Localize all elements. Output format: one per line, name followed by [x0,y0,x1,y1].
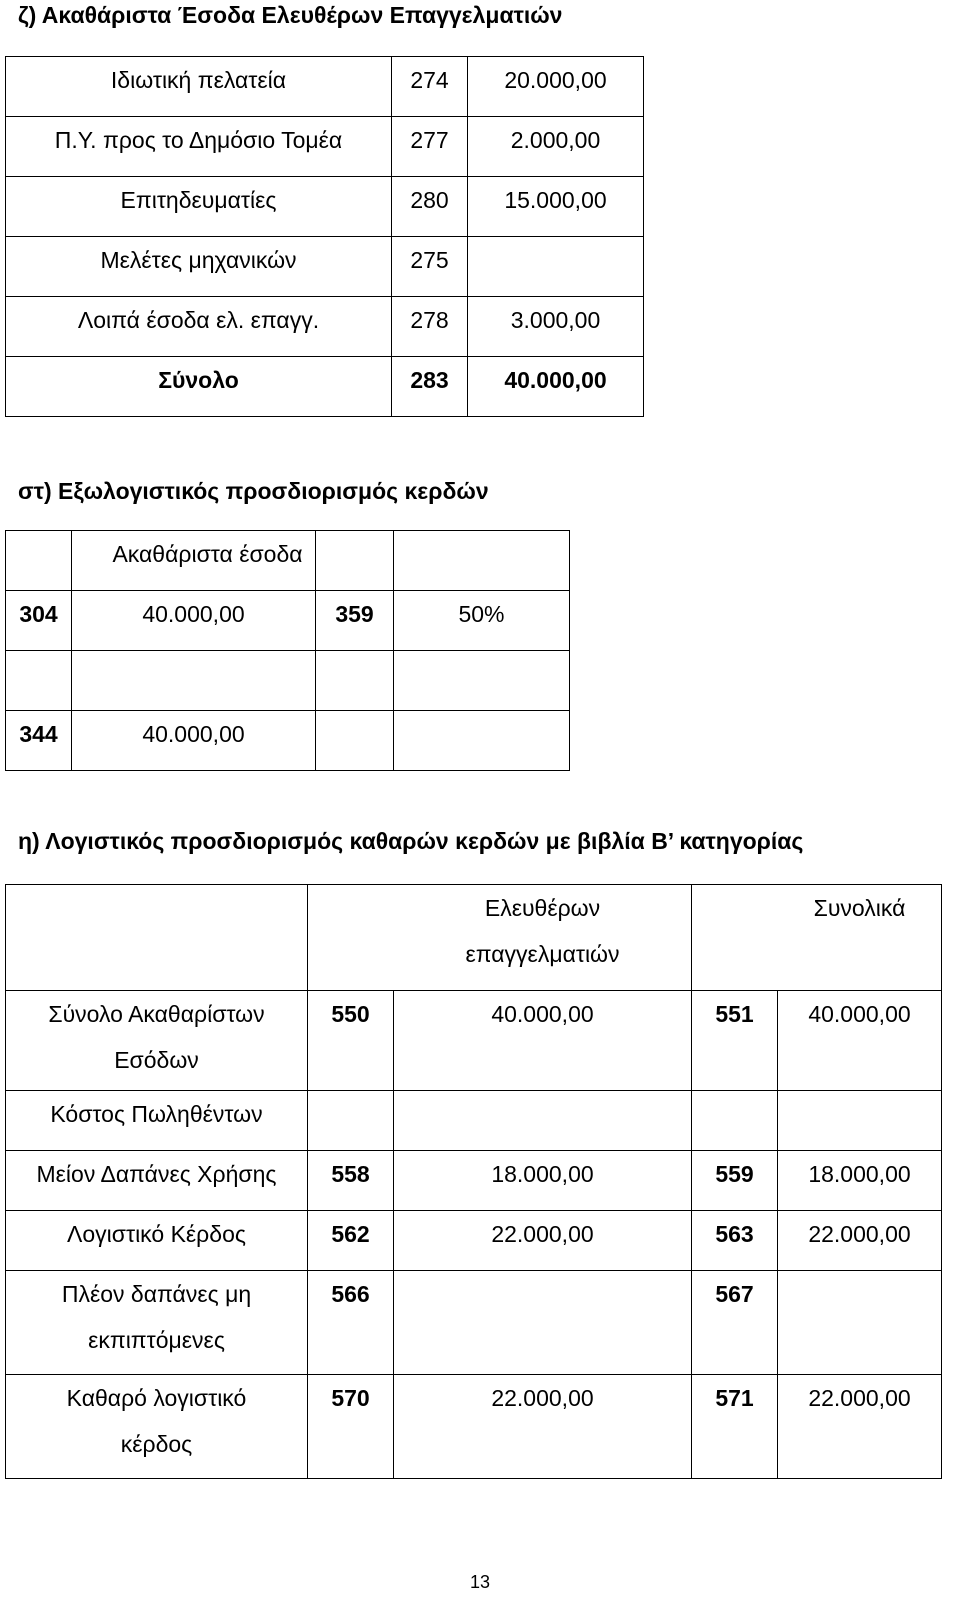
row-value: 40.000,00 [778,991,942,1091]
row-value: 40.000,00 [394,991,692,1091]
row-code: 566 [308,1271,394,1375]
row-amount: 3.000,00 [468,297,644,357]
row-code: 304 [6,591,72,651]
row-label: Λοιπά έσοδα ελ. επαγγ. [6,297,392,357]
row-value [778,1091,942,1151]
table-row [6,991,942,1091]
row-label: Πλέον δαπάνες μη εκπιπτόμενες [6,1271,308,1375]
row-label: Π.Υ. προς το Δημόσιο Τομέα [6,117,392,177]
total-label: Σύνολο [6,357,392,417]
row-value: 22.000,00 [778,1375,942,1479]
table-row [6,1271,942,1375]
row-code: 551 [692,991,778,1091]
row-code: 570 [308,1375,394,1479]
row-amount: 40.000,00 [72,711,316,771]
gross-income-header: Ακαθάριστα έσοδα [72,531,316,591]
row-label: Ιδιωτική πελατεία [6,57,392,117]
table-row [6,297,644,357]
col-header-freelancers: Ελευθέρων επαγγελματιών [308,885,692,991]
net-profit-table [5,884,942,1479]
row-code: 571 [692,1375,778,1479]
table-row [6,1211,942,1271]
row-code: 558 [308,1151,394,1211]
row-label: Σύνολο Ακαθαρίστων Εσόδων [6,991,308,1091]
row-value: 18.000,00 [778,1151,942,1211]
row-label: Επιτηδευματίες [6,177,392,237]
row-label: Μείον Δαπάνες Χρήσης [6,1151,308,1211]
row-amount: 2.000,00 [468,117,644,177]
row-code: 359 [316,591,394,651]
row-value: 22.000,00 [778,1211,942,1271]
row-code: 563 [692,1211,778,1271]
table-row [6,1091,942,1151]
row-value: 22.000,00 [394,1211,692,1271]
row-code: 278 [392,297,468,357]
row-label: Καθαρό λογιστικό κέρδος [6,1375,308,1479]
row-code: 550 [308,991,394,1091]
section-z-title: ζ) Ακαθάριστα Έσοδα Ελευθέρων Επαγγελματιών [18,2,563,28]
row-amount: 40.000,00 [72,591,316,651]
table-row [6,1151,942,1211]
gross-income-table [5,56,644,417]
row-value: 18.000,00 [394,1151,692,1211]
header-row [6,885,942,991]
row-code: 280 [392,177,468,237]
table-row [6,177,644,237]
row-code [692,1091,778,1151]
row-value: 22.000,00 [394,1375,692,1479]
row-code: 559 [692,1151,778,1211]
total-amount: 40.000,00 [468,357,644,417]
row-label: Μελέτες μηχανικών [6,237,392,297]
row-code: 562 [308,1211,394,1271]
page-number: 13 [469,1572,491,1592]
row-amount [468,237,644,297]
extra-accounting-table [5,530,570,771]
row-value [778,1271,942,1375]
row-amount: 15.000,00 [468,177,644,237]
row-code: 567 [692,1271,778,1375]
row-value [394,1271,692,1375]
row-label: Κόστος Πωληθέντων [6,1091,308,1151]
table-row [6,591,570,651]
section-st-title: στ) Εξωλογιστικός προσδιορισμός κερδών [18,478,489,504]
row-code [308,1091,394,1151]
table-row [6,117,644,177]
table-row [6,57,644,117]
table-row [6,1375,942,1479]
col-header-total: Συνολικά [692,885,942,991]
row-label: Λογιστικό Κέρδος [6,1211,308,1271]
row-value [394,1091,692,1151]
total-code: 283 [392,357,468,417]
table-row [6,237,644,297]
section-i-title: η) Λογιστικός προσδιορισμός καθαρών κερδών με βιβλία Β’ κατηγορίας [18,828,804,854]
row-code: 274 [392,57,468,117]
table-row [6,711,570,771]
row-code: 344 [6,711,72,771]
row-code: 275 [392,237,468,297]
total-row [6,357,644,417]
row-rate: 50% [394,591,570,651]
row-amount: 20.000,00 [468,57,644,117]
row-code: 277 [392,117,468,177]
